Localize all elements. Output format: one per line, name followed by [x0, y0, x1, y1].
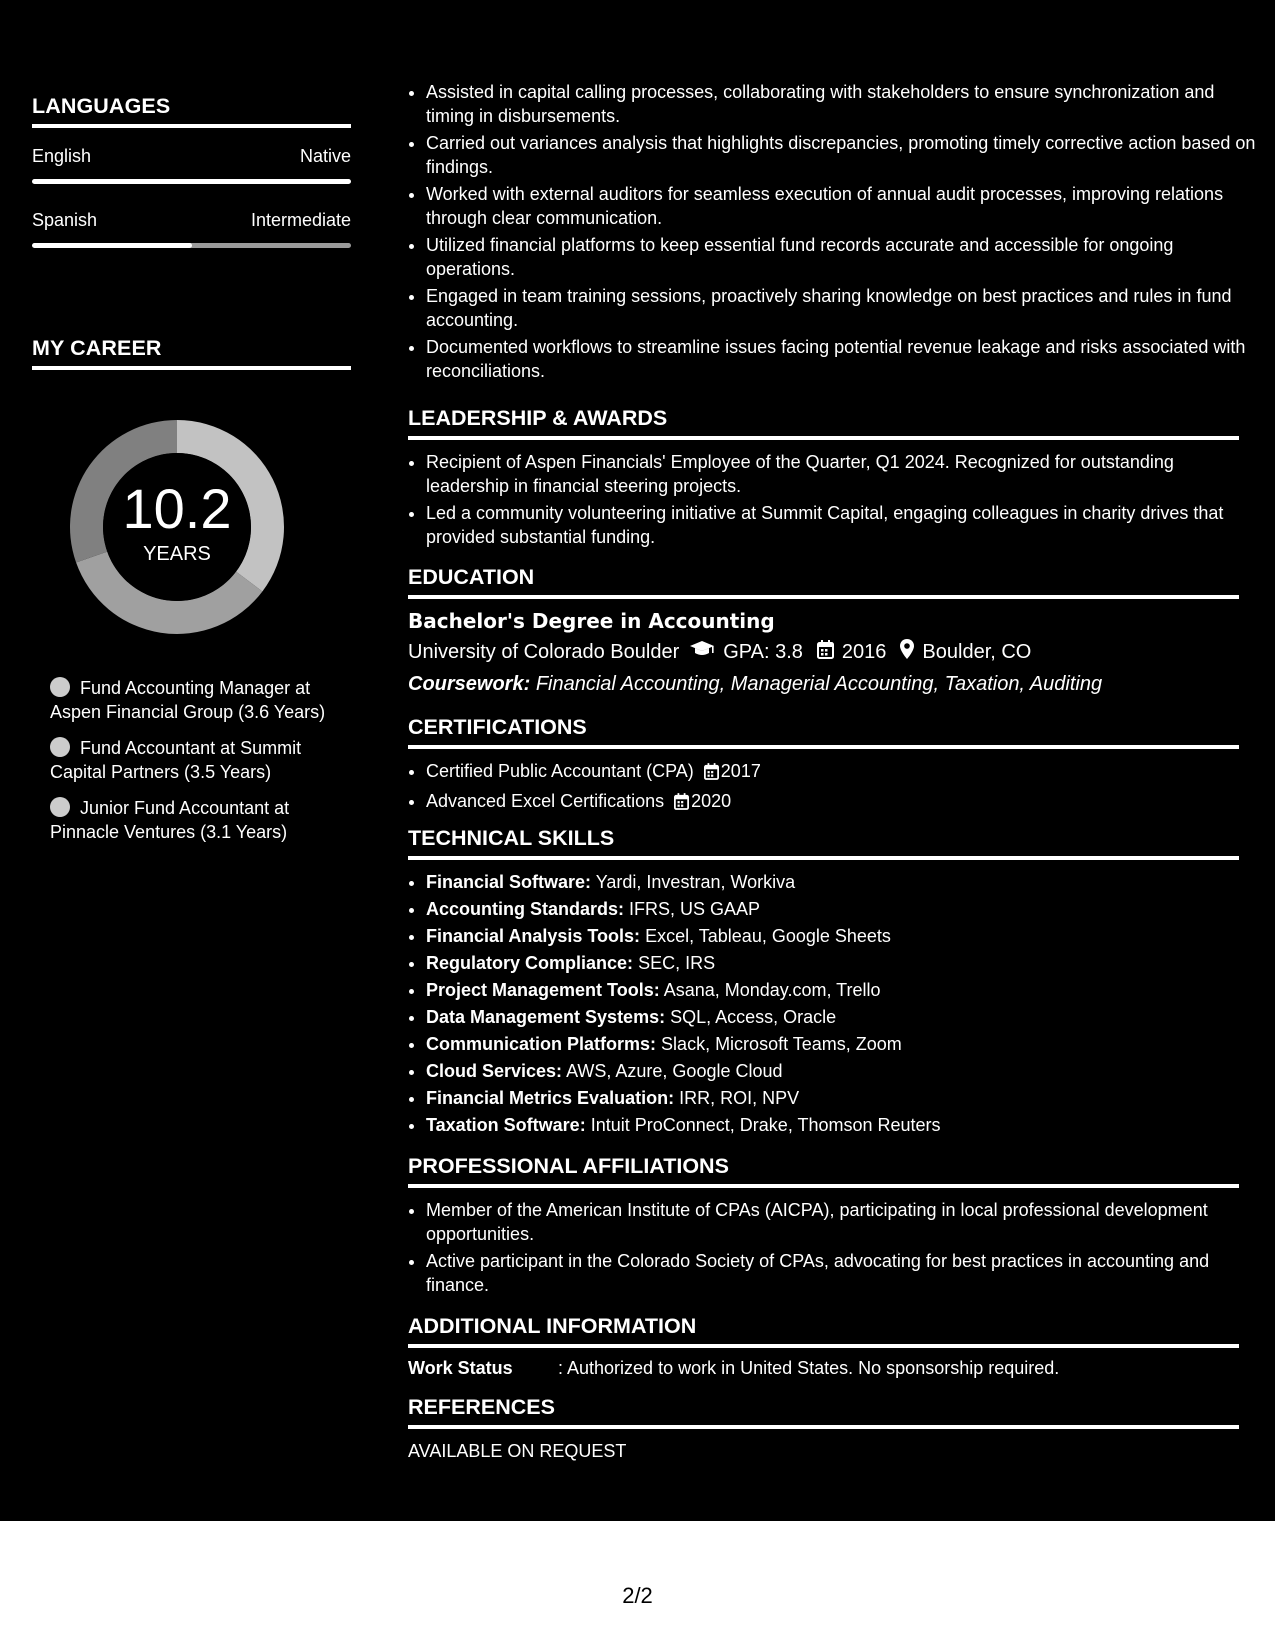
- skills-list: [408, 870, 1239, 1137]
- list-item: • Assisted in capital calling processes, collaborating with stakeholders to ensure synchronization and timing in disbursements.: [426, 80, 1257, 128]
- list-item: [426, 759, 1239, 786]
- list-item: [426, 789, 1239, 816]
- experience-bullets: [408, 80, 1257, 386]
- skill-label: Financial Software:: [426, 872, 592, 892]
- career-title: MY CAREER: [32, 336, 351, 370]
- career-item: [50, 676, 340, 724]
- list-item: • Worked with external auditors for seamless execution of annual audit processes, improving relations through clear communication.: [426, 182, 1257, 230]
- language-item: [32, 210, 351, 248]
- language-bar-fill: [32, 243, 192, 248]
- skill-item: [426, 1059, 1239, 1083]
- calendar-icon: [817, 640, 834, 665]
- skill-label: Data Management Systems:: [426, 1007, 666, 1027]
- list-item: • Active participant in the Colorado Society of CPAs, advocating for best practices in accounting and finance.: [426, 1249, 1239, 1297]
- location: Boulder, CO: [922, 640, 1032, 663]
- education-details: [408, 639, 1239, 665]
- language-name: Spanish: [32, 210, 98, 230]
- additional-title: ADDITIONAL INFORMATION: [408, 1314, 1239, 1348]
- career-years-unit: YEARS: [143, 542, 211, 565]
- skill-item: [426, 897, 1239, 921]
- skill-value: IRR, ROI, NPV: [679, 1088, 800, 1108]
- language-name: English: [32, 146, 92, 166]
- language-bar-fill: [32, 179, 351, 184]
- list-item: • Led a community volunteering initiative at Summit Capital, engaging colleagues in charity drives that provided substantial funding.: [426, 501, 1239, 549]
- leadership-title: LEADERSHIP & AWARDS: [408, 406, 1239, 440]
- page-number: 2/2: [622, 1583, 653, 1608]
- calendar-icon: [704, 762, 719, 786]
- gpa: GPA: 3.8: [723, 640, 803, 663]
- additional-info-section: [408, 1314, 1239, 1379]
- skill-label: Regulatory Compliance:: [426, 953, 634, 973]
- list-item: • Documented workflows to streamline issues facing potential revenue leakage and risks associated with reconciliations.: [426, 335, 1257, 383]
- career-total-years: 10.2: [122, 476, 232, 540]
- skill-item: [426, 1032, 1239, 1056]
- skill-value: IFRS, US GAAP: [629, 899, 761, 919]
- skill-item: [426, 1005, 1239, 1029]
- coursework: [408, 673, 1239, 696]
- language-bar: [32, 179, 351, 184]
- languages-title: LANGUAGES: [32, 94, 351, 128]
- skill-item: [426, 951, 1239, 975]
- education-section: [408, 565, 1239, 696]
- certification-year: 2020: [691, 791, 732, 811]
- skill-value: Asana, Monday.com, Trello: [663, 980, 881, 1000]
- certification-name: Advanced Excel Certifications: [426, 791, 665, 811]
- graduation-cap-icon: [689, 640, 715, 664]
- career-section: [32, 336, 351, 370]
- career-list: [50, 676, 340, 856]
- list-item: • Recipient of Aspen Financials' Employee of the Quarter, Q1 2024. Recognized for outstanding leadership in financial steering projects.: [426, 450, 1239, 498]
- career-item-text: Fund Accountant at Summit Capital Partners (3.5 Years): [50, 738, 302, 782]
- skill-label: Accounting Standards:: [426, 899, 625, 919]
- skill-value: SEC, IRS: [638, 953, 716, 973]
- skill-value: Intuit ProConnect, Drake, Thomson Reuters: [590, 1115, 941, 1135]
- skill-item: [426, 870, 1239, 894]
- skill-label: Project Management Tools:: [426, 980, 660, 1000]
- list-item: • Utilized financial platforms to keep essential fund records accurate and accessible for ongoing operations.: [426, 233, 1257, 281]
- school-name: University of Colorado Boulder: [408, 640, 680, 663]
- list-item: • Engaged in team training sessions, proactively sharing knowledge on best practices and rules in fund accounting.: [426, 284, 1257, 332]
- skill-item: [426, 1086, 1239, 1110]
- certification-name: Certified Public Accountant (CPA): [426, 761, 694, 781]
- work-status-label: Work Status: [408, 1358, 513, 1378]
- certification-year: 2017: [720, 761, 761, 781]
- skill-value: Excel, Tableau, Google Sheets: [645, 926, 891, 946]
- skill-item: [426, 978, 1239, 1002]
- references-section: [408, 1395, 1239, 1462]
- references-title: REFERENCES: [408, 1395, 1239, 1429]
- skill-label: Financial Analysis Tools:: [426, 926, 641, 946]
- skill-label: Taxation Software:: [426, 1115, 586, 1135]
- certifications-section: [408, 715, 1239, 819]
- skill-item: [426, 924, 1239, 948]
- graduation-year: 2016: [841, 640, 887, 663]
- career-item-text: Junior Fund Accountant at Pinnacle Ventures (3.1 Years): [50, 798, 290, 842]
- language-level: Native: [299, 146, 351, 166]
- affiliations-section: [408, 1154, 1239, 1300]
- skill-label: Financial Metrics Evaluation:: [426, 1088, 675, 1108]
- bullet-dot-icon: [50, 797, 70, 817]
- skill-value: SQL, Access, Oracle: [670, 1007, 837, 1027]
- languages-section: [32, 94, 351, 248]
- leadership-section: [408, 406, 1239, 552]
- language-bar: [32, 243, 351, 248]
- skill-item: [426, 1113, 1239, 1137]
- list-item: • Carried out variances analysis that highlights discrepancies, promoting timely corrective action based on findings.: [426, 131, 1257, 179]
- language-item: [32, 146, 351, 184]
- calendar-icon: [674, 792, 689, 816]
- coursework-value: Financial Accounting, Managerial Accounting, Taxation, Auditing: [535, 673, 1103, 695]
- skills-section: [408, 826, 1239, 1140]
- certifications-title: CERTIFICATIONS: [408, 715, 1239, 749]
- skill-label: Cloud Services:: [426, 1061, 563, 1081]
- skill-value: AWS, Azure, Google Cloud: [566, 1061, 783, 1081]
- page-footer: [0, 1521, 1275, 1650]
- references-text: AVAILABLE ON REQUEST: [408, 1441, 627, 1461]
- skill-value: Slack, Microsoft Teams, Zoom: [661, 1034, 902, 1054]
- bullet-dot-icon: [50, 737, 70, 757]
- career-donut-chart: [64, 414, 290, 640]
- skill-value: Yardi, Investran, Workiva: [595, 872, 796, 892]
- skill-label: Communication Platforms:: [426, 1034, 657, 1054]
- language-level: Intermediate: [250, 210, 351, 230]
- donut-center: [64, 414, 290, 640]
- skills-title: TECHNICAL SKILLS: [408, 826, 1239, 860]
- location-pin-icon: [900, 639, 914, 665]
- career-item: [50, 796, 340, 844]
- degree: Bachelor's Degree in Accounting: [408, 609, 775, 633]
- coursework-label: Coursework:: [408, 673, 531, 695]
- career-item: [50, 736, 340, 784]
- affiliations-title: PROFESSIONAL AFFILIATIONS: [408, 1154, 1239, 1188]
- work-status-row: [408, 1358, 1239, 1379]
- education-title: EDUCATION: [408, 565, 1239, 599]
- career-item-text: Fund Accounting Manager at Aspen Financial Group (3.6 Years): [50, 678, 326, 722]
- work-status-value: : Authorized to work in United States. No sponsorship required.: [558, 1358, 1060, 1378]
- bullet-dot-icon: [50, 677, 70, 697]
- list-item: • Member of the American Institute of CPAs (AICPA), participating in local professional development opportunities.: [426, 1198, 1239, 1246]
